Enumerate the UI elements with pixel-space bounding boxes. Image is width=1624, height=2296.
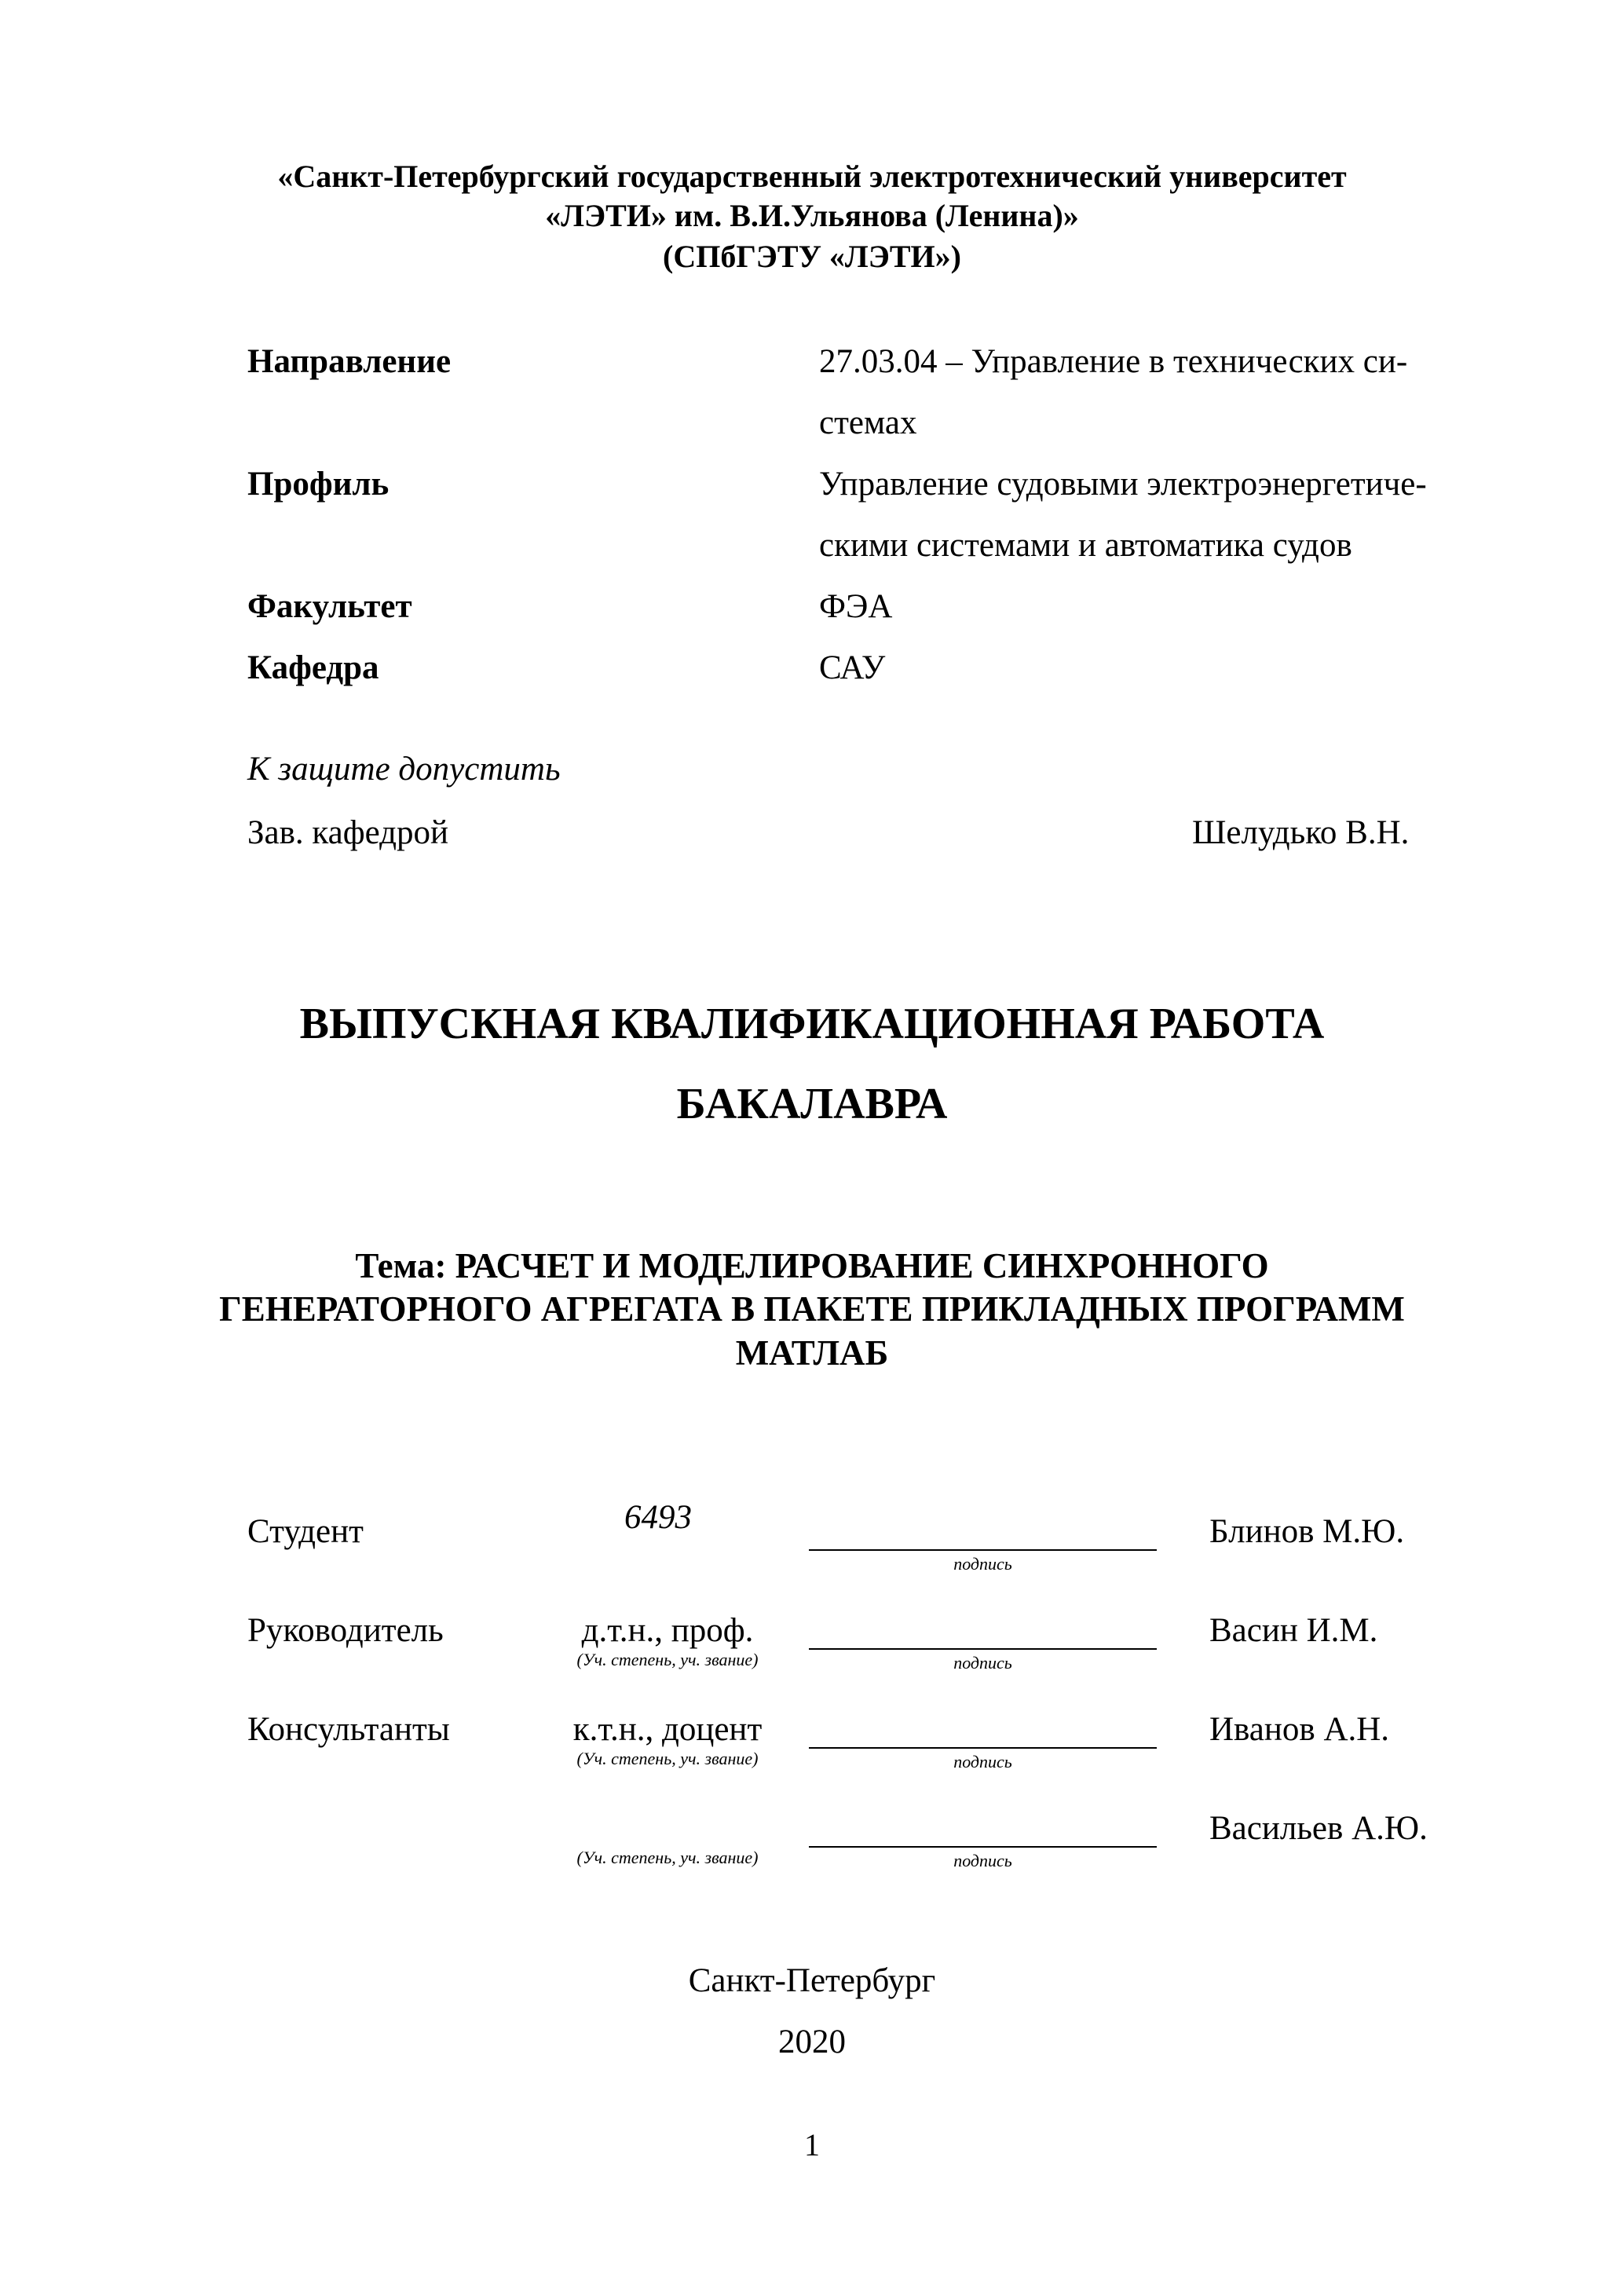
consultant2-name: Васильев А.Ю. — [1209, 1810, 1428, 1847]
supervisor-role: Руководитель — [247, 1612, 444, 1649]
university-abbreviation: (СПбГЭТУ «ЛЭТИ») — [663, 239, 961, 274]
consultant2-signature-line — [809, 1846, 1157, 1848]
student-name: Блинов М.Ю. — [1209, 1513, 1405, 1550]
supervisor-degree: д.т.н., проф. — [581, 1612, 754, 1649]
topic-line1: Тема: РАСЧЕТ И МОДЕЛИРОВАНИЕ СИНХРОННОГО — [355, 1246, 1269, 1285]
consultant1-signature-caption: подпись — [953, 1752, 1012, 1771]
supervisor-signature-line — [809, 1648, 1157, 1650]
consultant1-name: Иванов А.Н. — [1209, 1711, 1390, 1748]
field-value-department: САУ — [819, 649, 886, 686]
document-title-line2: БАКАЛАВРА — [676, 1080, 948, 1128]
page-number: 1 — [804, 2127, 820, 2163]
field-value-profile-line1: Управление судовыми электроэнергетиче- — [819, 466, 1427, 503]
field-label-faculty: Факультет — [247, 588, 412, 625]
student-signature-line — [809, 1549, 1157, 1551]
admission-name: Шелудько В.Н. — [1192, 814, 1410, 851]
footer-city: Санкт-Петербург — [688, 1962, 936, 1999]
consultant1-degree: к.т.н., доцент — [572, 1711, 763, 1748]
field-label-department: Кафедра — [247, 649, 379, 686]
consultant2-signature-caption: подпись — [953, 1851, 1012, 1870]
student-role: Студент — [247, 1513, 364, 1550]
footer-year: 2020 — [778, 2024, 846, 2060]
document-title-line1: ВЫПУСКНАЯ КВАЛИФИКАЦИОННАЯ РАБОТА — [299, 1000, 1325, 1048]
consultant1-signature-line — [809, 1747, 1157, 1749]
field-value-faculty: ФЭА — [819, 588, 893, 625]
field-label-direction: Направление — [247, 343, 452, 380]
admission-note: К защите допустить — [247, 751, 561, 788]
consultant1-degree-caption: (Уч. степень, уч. звание) — [576, 1749, 759, 1768]
field-value-direction-line2: стемах — [819, 404, 917, 441]
supervisor-degree-caption: (Уч. степень, уч. звание) — [576, 1650, 759, 1669]
topic-line2: ГЕНЕРАТОРНОГО АГРЕГАТА В ПАКЕТЕ ПРИКЛАДНЫХ ПРОГРАММ — [219, 1289, 1405, 1329]
supervisor-signature-caption: подпись — [953, 1653, 1012, 1673]
topic-line3: МАТЛАБ — [735, 1333, 889, 1373]
admission-role: Зав. кафедрой — [247, 814, 449, 851]
university-name-line1: «Санкт-Петербургский государственный электротехнический университет — [277, 159, 1347, 194]
student-group-number: 6493 — [624, 1499, 692, 1536]
supervisor-name: Васин И.М. — [1209, 1612, 1378, 1649]
university-name-line2: «ЛЭТИ» им. В.И.Ульянова (Ленина)» — [545, 198, 1079, 233]
consultants-role: Консультанты — [247, 1711, 450, 1748]
field-value-direction-line1: 27.03.04 – Управление в технических си- — [819, 343, 1408, 380]
field-label-profile: Профиль — [247, 466, 390, 503]
student-signature-caption: подпись — [953, 1554, 1012, 1574]
consultant2-degree-caption: (Уч. степень, уч. звание) — [576, 1848, 759, 1867]
field-value-profile-line2: скими системами и автоматика судов — [819, 527, 1352, 564]
